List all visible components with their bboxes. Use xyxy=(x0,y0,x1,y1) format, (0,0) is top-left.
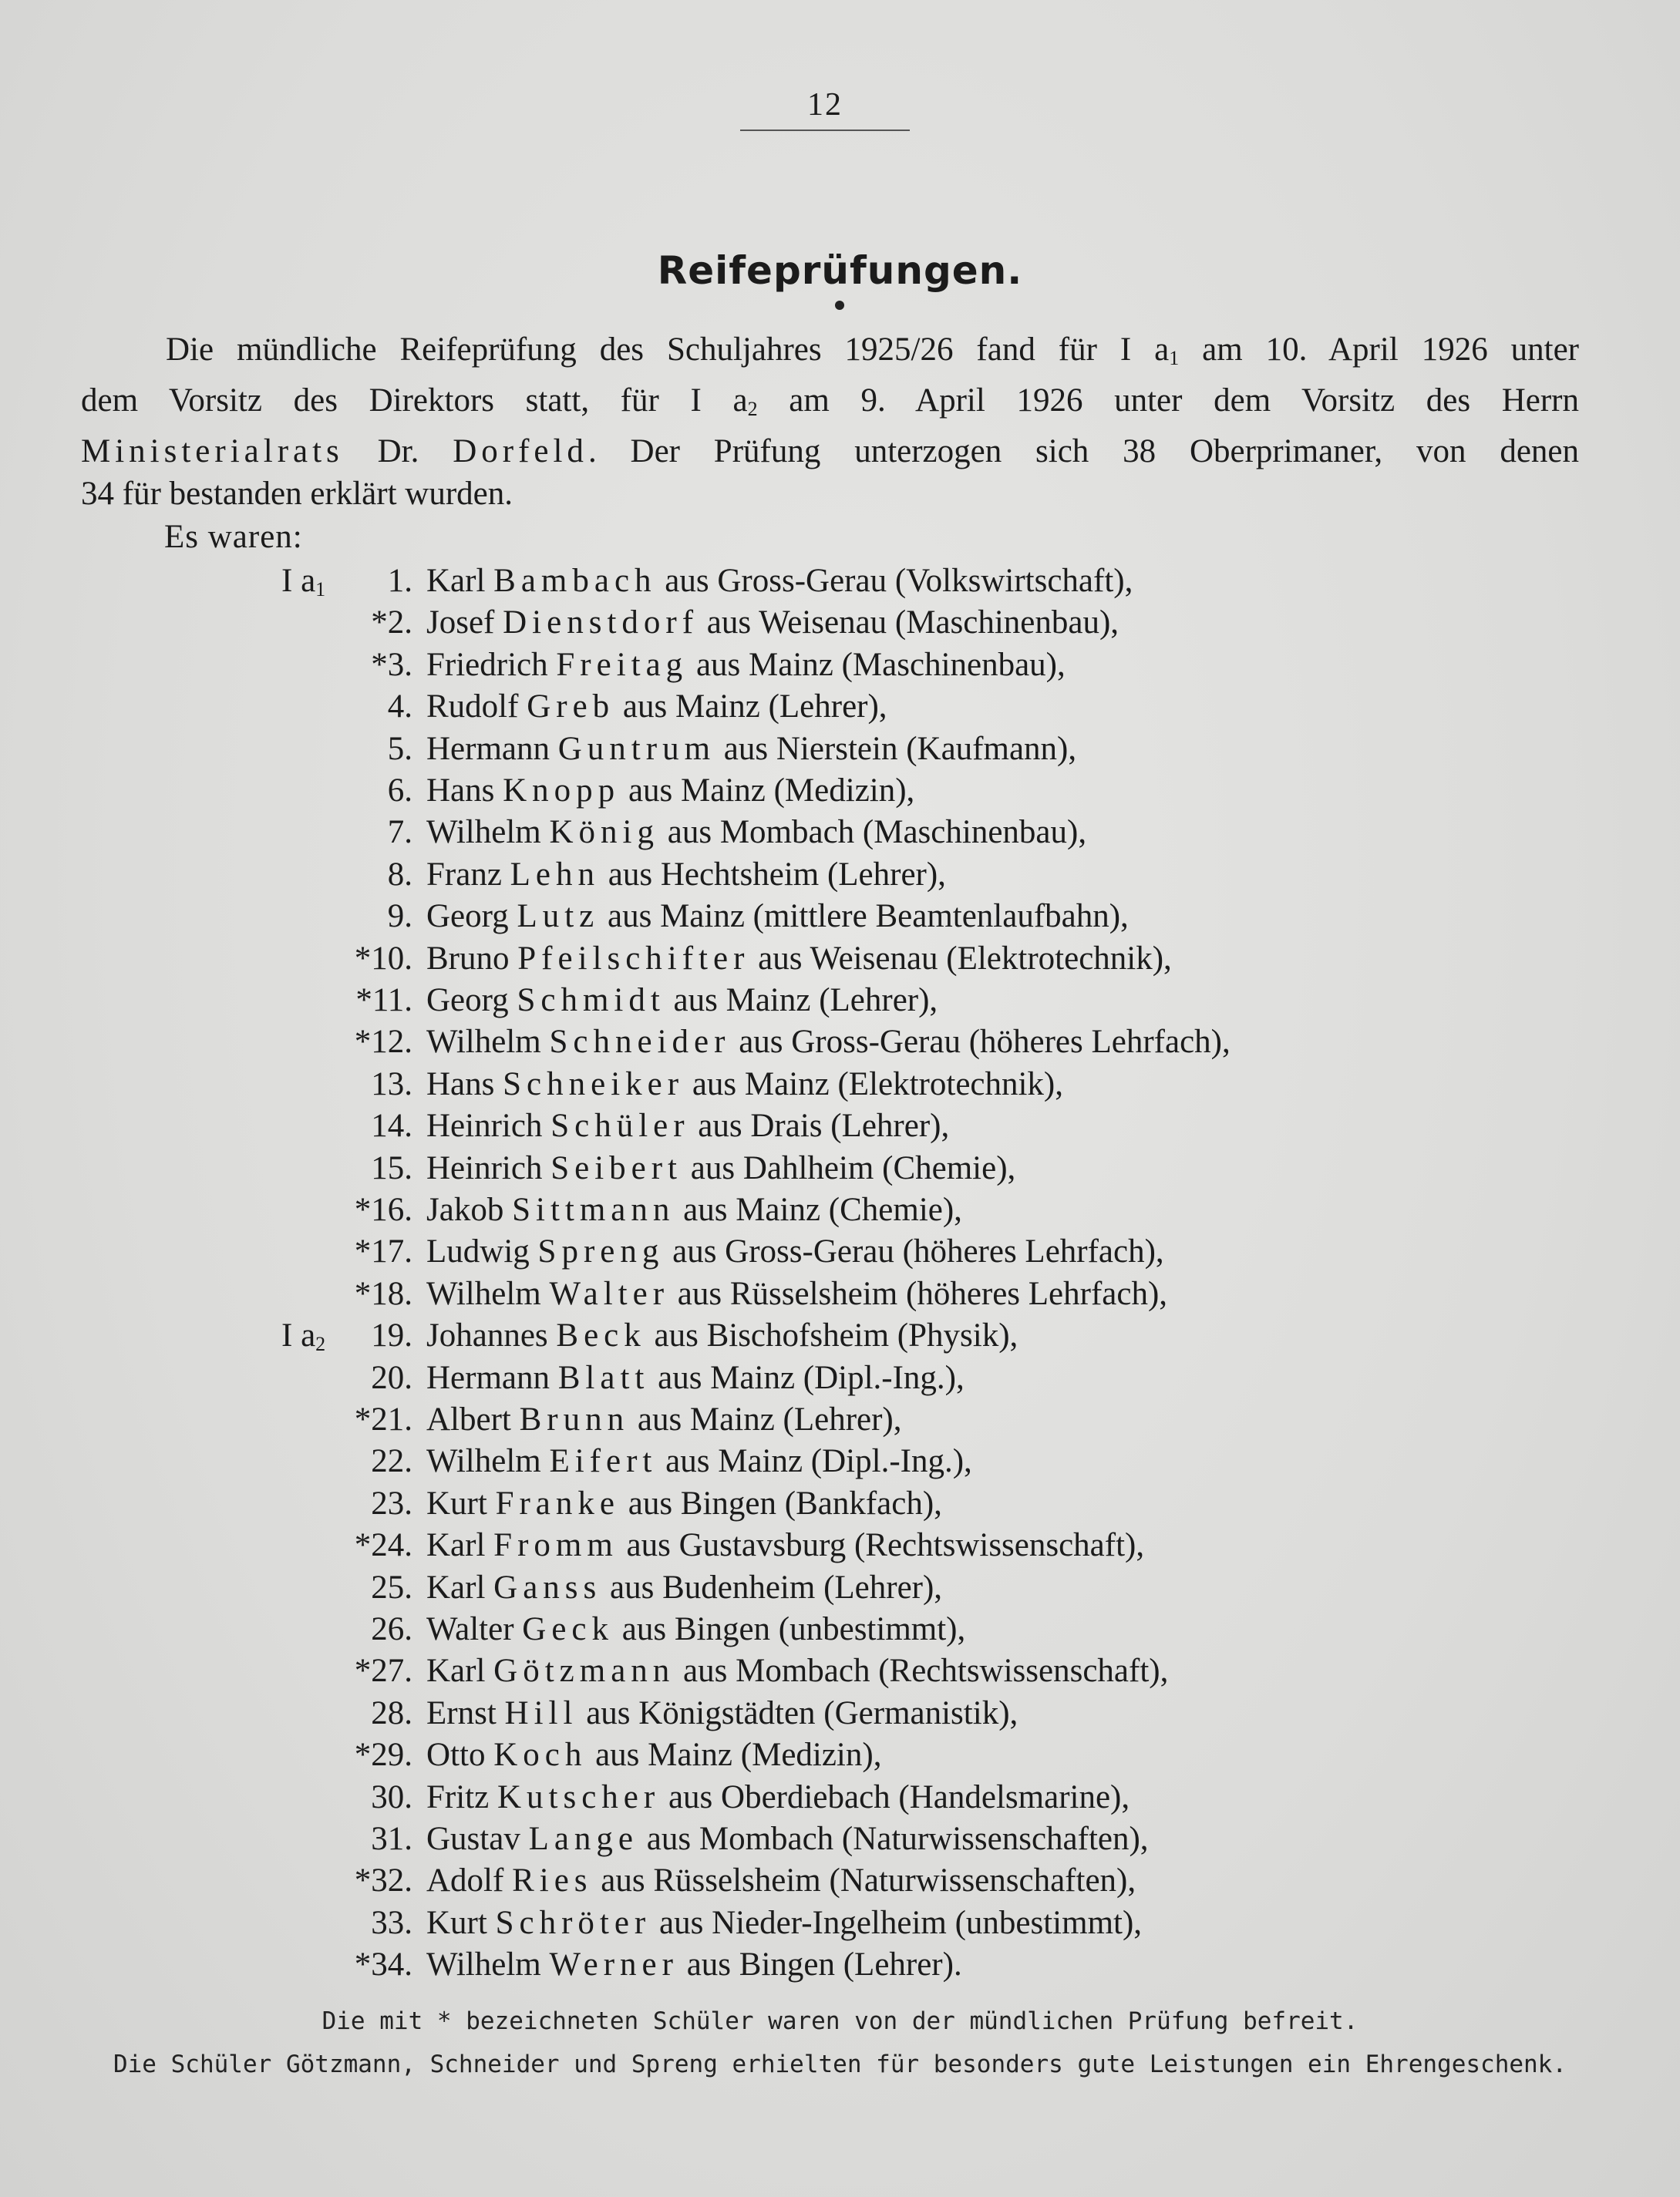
student-last-name: Bambach xyxy=(493,563,657,599)
student-first-name: Ernst xyxy=(426,1695,505,1731)
student-last-name: König xyxy=(549,814,659,850)
student-last-name: Brunn xyxy=(519,1401,630,1438)
student-number: 25. xyxy=(371,1570,412,1606)
student-origin-field: aus Mainz (Dipl.-Ing.), xyxy=(657,1443,972,1479)
student-origin-field: aus Mainz (Dipl.-Ing.), xyxy=(649,1360,965,1396)
student-first-name: Hermann xyxy=(426,731,558,767)
student-number: *34. xyxy=(354,1946,412,1983)
student-last-name: Schröter xyxy=(495,1905,651,1941)
student-entry xyxy=(426,1650,1168,1692)
student-first-name: Karl xyxy=(426,1653,494,1689)
student-last-name: Greb xyxy=(527,688,615,725)
student-first-name: Wilhelm xyxy=(426,1276,550,1312)
student-number: 4. xyxy=(387,688,412,725)
student-number: *16. xyxy=(354,1192,412,1228)
student-number: *21. xyxy=(354,1401,412,1438)
student-last-name: Knopp xyxy=(503,772,621,809)
student-origin-field: aus Mombach (Naturwissenschaften), xyxy=(638,1821,1149,1857)
student-origin-field: aus Mainz (Elektrotechnik), xyxy=(684,1066,1064,1102)
student-last-name: Lange xyxy=(528,1821,639,1857)
student-last-name: Beck xyxy=(556,1317,646,1354)
student-entry xyxy=(426,1147,1015,1189)
student-origin-field: aus Gustavsburg (Rechtswissenschaft), xyxy=(618,1527,1145,1563)
student-origin-field: aus Hechtsheim (Lehrer), xyxy=(600,856,946,893)
student-number: *24. xyxy=(354,1527,412,1563)
student-first-name: Jakob xyxy=(426,1192,513,1228)
student-first-name: Bruno xyxy=(426,940,518,977)
student-first-name: Wilhelm xyxy=(426,814,550,850)
student-origin-field: aus Bingen (Bankfach), xyxy=(619,1485,942,1522)
student-last-name: Geck xyxy=(522,1611,614,1647)
student-first-name: Rudolf xyxy=(426,688,527,725)
student-number: 19. xyxy=(371,1317,412,1354)
student-first-name: Kurt xyxy=(426,1485,496,1522)
student-entry xyxy=(426,1440,972,1482)
student-last-name: Schüler xyxy=(550,1108,690,1144)
student-origin-field: aus Mainz (Lehrer), xyxy=(614,688,887,725)
student-number: 1. xyxy=(387,563,412,599)
student-number: 20. xyxy=(371,1360,412,1396)
student-last-name: Franke xyxy=(495,1485,620,1522)
student-entry xyxy=(426,1734,881,1776)
student-first-name: Georg xyxy=(426,982,517,1018)
student-entry xyxy=(426,1021,1231,1063)
student-last-name: Koch xyxy=(493,1737,587,1773)
student-entry xyxy=(426,601,1119,644)
student-entry xyxy=(426,1902,1142,1944)
class-group-label: I $a_1$ xyxy=(281,563,326,601)
student-number: 5. xyxy=(387,731,412,767)
footnote-exempt: Die mit * bezeichneten Schüler waren von der mündlichen Prüfung befreit. xyxy=(322,2007,1358,2035)
student-first-name: Walter xyxy=(426,1611,523,1647)
student-first-name: Wilhelm xyxy=(426,1946,550,1983)
student-last-name: Dienstdorf xyxy=(503,604,699,641)
student-entry xyxy=(426,560,1133,602)
student-first-name: Friedrich xyxy=(426,647,557,683)
student-number: 8. xyxy=(387,856,412,893)
student-entry xyxy=(426,1692,1018,1734)
student-entry xyxy=(426,769,914,812)
page-number-rule xyxy=(740,130,910,131)
student-origin-field: aus Mainz (Lehrer), xyxy=(629,1401,902,1438)
intro-line-2: dem Vorsitz des Direktors statt, für I $a_2$ am 9. April 1926 unter dem Vorsitz des Herrn xyxy=(81,382,1580,420)
student-number: *29. xyxy=(354,1737,412,1773)
student-number: 23. xyxy=(371,1485,412,1522)
student-number: *2. xyxy=(371,604,412,641)
student-number: 22. xyxy=(371,1443,412,1479)
student-number: 26. xyxy=(371,1611,412,1647)
student-last-name: Lehn xyxy=(510,856,601,893)
student-last-name: Spreng xyxy=(537,1233,665,1270)
student-entry xyxy=(426,1943,962,1986)
student-entry xyxy=(426,895,1129,937)
student-origin-field: aus Nieder-Ingelheim (unbestimmt), xyxy=(651,1905,1143,1941)
student-number: 13. xyxy=(371,1066,412,1102)
student-last-name: Hill xyxy=(504,1695,578,1731)
student-first-name: Karl xyxy=(426,563,494,599)
class-group-label: I $a_2$ xyxy=(281,1317,326,1355)
student-last-name: Kutscher xyxy=(497,1779,661,1815)
student-last-name: Schmidt xyxy=(517,982,665,1018)
student-first-name: Fritz xyxy=(426,1779,497,1815)
student-number: 28. xyxy=(371,1695,412,1731)
student-entry xyxy=(426,1398,902,1441)
student-origin-field: aus Mainz (Medizin), xyxy=(587,1737,882,1773)
student-first-name: Franz xyxy=(426,856,510,893)
student-last-name: Pfeilschifter xyxy=(517,940,750,977)
student-entry xyxy=(426,979,938,1021)
student-entry xyxy=(426,1818,1149,1860)
student-number: *10. xyxy=(354,940,412,977)
student-origin-field: aus Gross-Gerau (höheres Lehrfach), xyxy=(664,1233,1164,1270)
student-last-name: Walter xyxy=(549,1276,670,1312)
student-last-name: Götzmann xyxy=(493,1653,675,1689)
student-origin-field: aus Weisenau (Elektrotechnik), xyxy=(749,940,1172,977)
student-first-name: Heinrich xyxy=(426,1150,551,1186)
student-number: *11. xyxy=(355,982,412,1018)
student-first-name: Gustav xyxy=(426,1821,529,1857)
student-origin-field: aus Mainz (Maschinenbau), xyxy=(688,647,1066,683)
student-first-name: Wilhelm xyxy=(426,1024,550,1060)
student-origin-field: aus Drais (Lehrer), xyxy=(689,1108,950,1144)
student-last-name: Schneiker xyxy=(503,1066,685,1102)
student-entry xyxy=(426,728,1076,770)
student-last-name: Ganss xyxy=(493,1570,602,1606)
student-number: 15. xyxy=(371,1150,412,1186)
student-number: 31. xyxy=(371,1821,412,1857)
student-first-name: Albert xyxy=(426,1401,520,1438)
student-entry xyxy=(426,1357,965,1399)
student-origin-field: aus Mainz (Chemie), xyxy=(675,1192,962,1228)
section-title: Reifeprüfungen. xyxy=(657,248,1023,293)
student-first-name: Karl xyxy=(426,1527,494,1563)
student-origin-field: aus Oberdiebach (Handelsmarine), xyxy=(660,1779,1130,1815)
student-origin-field: aus Nierstein (Kaufmann), xyxy=(715,731,1077,767)
student-entry xyxy=(426,1482,942,1525)
student-entry xyxy=(426,644,1066,686)
student-entry xyxy=(426,853,946,896)
student-entry xyxy=(426,1063,1063,1105)
student-origin-field: aus Gross-Gerau (höheres Lehrfach), xyxy=(730,1024,1231,1060)
student-first-name: Georg xyxy=(426,898,517,934)
student-first-name: Kurt xyxy=(426,1905,496,1941)
student-last-name: Ries xyxy=(512,1862,593,1899)
student-origin-field: aus Bingen (unbestimmt), xyxy=(614,1611,966,1647)
student-number: *27. xyxy=(354,1653,412,1689)
student-last-name: Schneider xyxy=(549,1024,731,1060)
student-number: *18. xyxy=(354,1276,412,1312)
student-first-name: Wilhelm xyxy=(426,1443,550,1479)
student-last-name: Eifert xyxy=(549,1443,658,1479)
student-origin-field: aus Budenheim (Lehrer), xyxy=(601,1570,943,1606)
student-entry xyxy=(426,1776,1130,1818)
intro-line-1: Die mündliche Reifeprüfung des Schuljahres 1925/26 fand für I $a_1$ am 10. April 1926 unter xyxy=(166,331,1580,369)
student-entry xyxy=(426,1566,942,1609)
student-first-name: Karl xyxy=(426,1570,494,1606)
student-origin-field: aus Rüsselsheim (höheres Lehrfach), xyxy=(669,1276,1168,1312)
intro-paragraph xyxy=(81,328,1579,515)
student-origin-field: aus Mombach (Rechtswissenschaft), xyxy=(675,1653,1169,1689)
student-first-name: Johannes xyxy=(426,1317,557,1354)
student-first-name: Josef xyxy=(426,604,503,641)
student-number: 14. xyxy=(371,1108,412,1144)
student-number: 6. xyxy=(387,772,412,809)
student-last-name: Werner xyxy=(549,1946,678,1983)
student-entry xyxy=(426,685,887,728)
student-origin-field: aus Mombach (Maschinenbau), xyxy=(659,814,1087,850)
student-origin-field: aus Mainz (Lehrer), xyxy=(665,982,938,1018)
student-last-name: Guntrum xyxy=(557,731,716,767)
student-number: *3. xyxy=(371,647,412,683)
student-origin-field: aus Mainz (Medizin), xyxy=(620,772,915,809)
page-number: 12 xyxy=(807,87,843,123)
student-entry xyxy=(426,1524,1144,1566)
student-origin-field: aus Bischofsheim (Physik), xyxy=(645,1317,1018,1354)
footnote-award: Die Schüler Götzmann, Schneider und Spreng erhielten für besonders gute Leistungen ein Ehrengeschenk. xyxy=(113,2051,1567,2078)
student-entry xyxy=(426,811,1086,853)
title-ornament xyxy=(835,301,844,310)
intro-line-4: 34 für bestanden erklärt wurden. xyxy=(81,476,513,512)
student-origin-field: aus Gross-Gerau (Volkswirtschaft), xyxy=(656,563,1133,599)
student-entry xyxy=(426,1273,1167,1315)
student-first-name: Ludwig xyxy=(426,1233,538,1270)
student-first-name: Hermann xyxy=(426,1360,558,1396)
student-number: 33. xyxy=(371,1905,412,1941)
student-origin-field: aus Weisenau (Maschinenbau), xyxy=(699,604,1119,641)
student-first-name: Adolf xyxy=(426,1862,513,1899)
student-last-name: Freitag xyxy=(556,647,688,683)
student-number: 9. xyxy=(387,898,412,934)
student-last-name: Fromm xyxy=(493,1527,618,1563)
student-number: *12. xyxy=(354,1024,412,1060)
student-number: *32. xyxy=(354,1862,412,1899)
student-entry xyxy=(426,1314,1018,1357)
student-entry xyxy=(426,1189,962,1231)
student-first-name: Otto xyxy=(426,1737,494,1773)
student-first-name: Heinrich xyxy=(426,1108,551,1144)
student-origin-field: aus Dahlheim (Chemie), xyxy=(682,1150,1016,1186)
student-number: 7. xyxy=(387,814,412,850)
list-intro: Es waren: xyxy=(164,519,303,555)
student-last-name: Blatt xyxy=(557,1360,650,1396)
student-first-name: Hans xyxy=(426,1066,503,1102)
student-entry xyxy=(426,1105,949,1147)
student-origin-field: aus Rüsselsheim (Naturwissenschaften), xyxy=(592,1862,1136,1899)
student-last-name: Seibert xyxy=(550,1150,682,1186)
student-origin-field: aus Mainz (mittlere Beamtenlaufbahn), xyxy=(599,898,1129,934)
student-entry xyxy=(426,1608,965,1650)
student-number: *17. xyxy=(354,1233,412,1270)
student-origin-field: aus Königstädten (Germanistik), xyxy=(577,1695,1018,1731)
student-entry xyxy=(426,1859,1136,1902)
student-last-name: Sittmann xyxy=(512,1192,675,1228)
student-entry xyxy=(426,1230,1164,1273)
student-entry xyxy=(426,937,1172,980)
student-last-name: Lutz xyxy=(517,898,600,934)
student-number: 30. xyxy=(371,1779,412,1815)
student-first-name: Hans xyxy=(426,772,503,809)
student-origin-field: aus Bingen (Lehrer). xyxy=(678,1946,962,1983)
intro-line-3: Ministerialrats Dr. Dorfeld. Der Prüfung unterzogen sich 38 Oberprimaner, von denen xyxy=(81,433,1579,469)
